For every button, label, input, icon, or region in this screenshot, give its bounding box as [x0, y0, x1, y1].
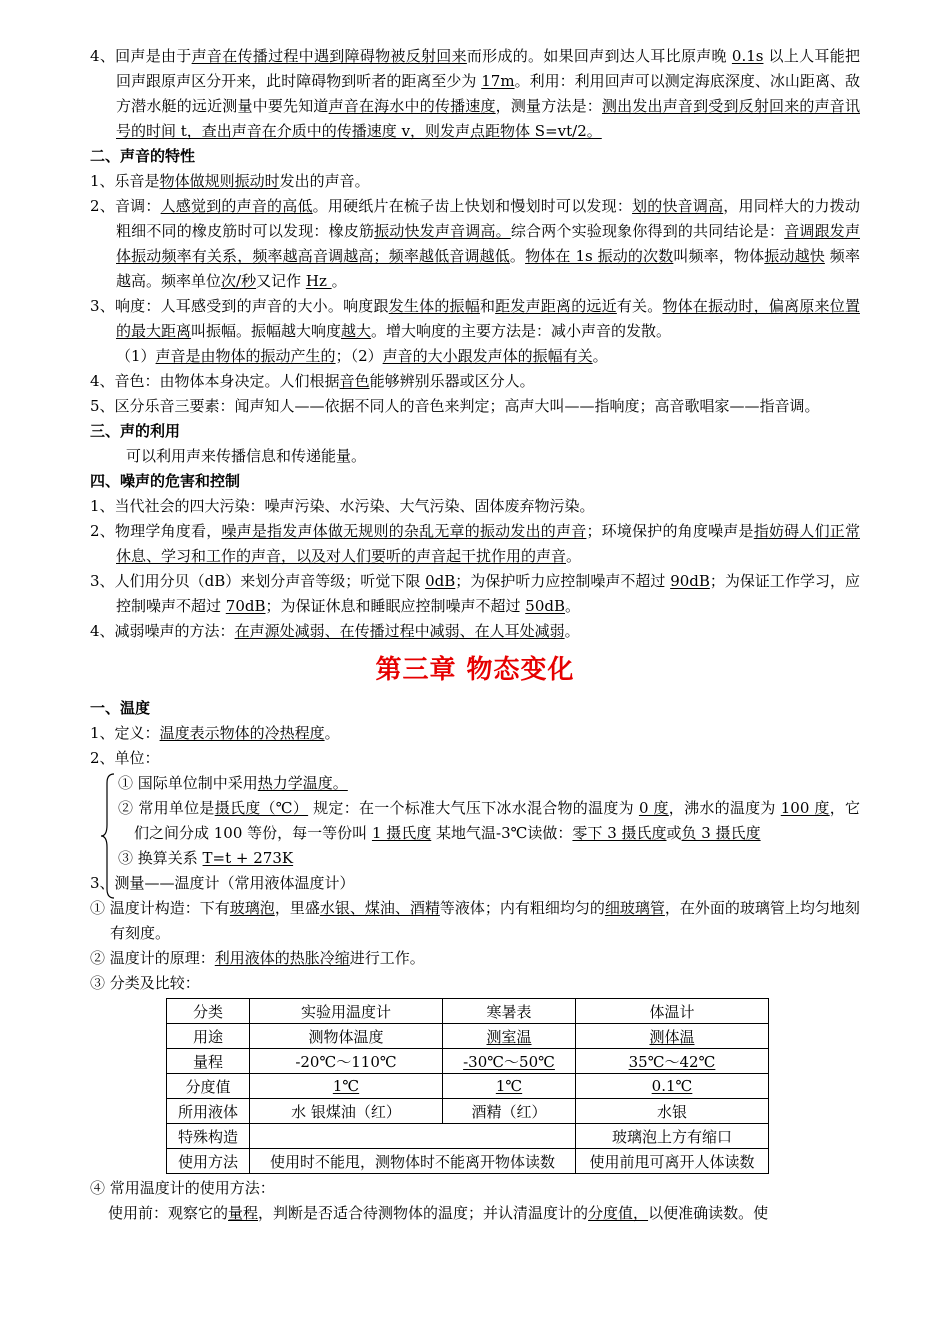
loudness-notes: （1）声音是由物体的振动产生的；（2）声音的大小跟发声体的振幅有关。 [116, 347, 608, 365]
table-cell: 分度值 [167, 1074, 250, 1099]
table-cell: 使用方法 [167, 1149, 250, 1174]
section-heading-sound-characteristics: 二、声音的特性 [90, 147, 196, 165]
table-cell: -20℃～110℃ [250, 1049, 443, 1074]
left-brace-icon [100, 773, 116, 899]
unit-celsius: ② 常用单位是摄氏度（℃） 规定：在一个标准大气压下冰水混合物的温度为 0 度，沸水的温度为 100 度，它们之间分成 100 等份，每一等份叫 1 摄氏度 某地气温-3℃读做：零下 3 摄氏度或负 3 摄氏度 [118, 799, 860, 842]
unit-list [90, 771, 860, 871]
table-cell: 用途 [167, 1024, 250, 1049]
unit-si: ① 国际单位制中采用热力学温度。 [118, 774, 348, 792]
thermometer-principle: ② 温度计的原理：利用液体的热胀冷缩进行工作。 [90, 949, 425, 967]
usage-before: 使用前：观察它的量程，判断是否适合待测物体的温度；并认清温度计的分度值，以便准确读数。使 [108, 1204, 769, 1222]
table-row [167, 1149, 769, 1174]
table-header-cell: 分类 [167, 999, 250, 1024]
pollution-item: 1、当代社会的四大污染：噪声污染、水污染、大气污染、固体废弃物污染。 [90, 497, 595, 515]
thermometer-structure: ① 温度计构造：下有玻璃泡，里盛水银、煤油、酒精等液体；内有粗细均匀的细玻璃管，在外面的玻璃管上均匀地刻有刻度。 [90, 899, 860, 942]
table-cell: 测室温 [443, 1024, 576, 1049]
table-cell: 使用前甩可离开人体读数 [576, 1149, 769, 1174]
table-header-cell: 体温计 [576, 999, 769, 1024]
table-row [167, 1049, 769, 1074]
classification-heading: ③ 分类及比较： [90, 974, 200, 992]
musical-sound-item: 1、乐音是物体做规则振动时发出的声音。 [90, 172, 370, 190]
table-cell: 特殊构造 [167, 1124, 250, 1149]
noise-reduction-item: 4、减弱噪声的方法：在声源处减弱、在传播过程中减弱、在人耳处减弱。 [90, 622, 580, 640]
document-page [90, 44, 860, 1226]
table-row [167, 1024, 769, 1049]
measurement-heading: 3、测量——温度计（常用液体温度计） [90, 874, 355, 892]
three-elements-item: 5、区分乐音三要素：闻声知人——依据不同人的音色来判定；高声大叫——指响度；高音歌唱家——指音调。 [90, 397, 820, 415]
table-cell: -30℃～50℃ [443, 1049, 576, 1074]
table-header-cell: 寒暑表 [443, 999, 576, 1024]
chapter-title: 第三章 物态变化 [375, 655, 575, 685]
section-heading-noise: 四、噪声的危害和控制 [90, 472, 241, 490]
decibel-item: 3、人们用分贝（dB）来划分声音等级；听觉下限 0dB；为保护听力应控制噪声不超过 90dB；为保证工作学习，应控制噪声不超过 70dB；为保证休息和睡眠应控制噪声不超过 50dB。 [90, 572, 860, 615]
table-cell: 1℃ [250, 1074, 443, 1099]
table-header-cell: 实验用温度计 [250, 999, 443, 1024]
thermometer-comparison-table [166, 998, 769, 1174]
table-cell: 水 银煤油（红） [250, 1099, 443, 1124]
table-cell: 酒精（红） [443, 1099, 576, 1124]
table-cell: 所用液体 [167, 1099, 250, 1124]
section-heading-temperature: 一、温度 [90, 699, 151, 717]
noise-definition-item: 2、物理学角度看，噪声是指发声体做无规则的杂乱无章的振动发出的声音；环境保护的角度噪声是指妨碍人们正常休息、学习和工作的声音，以及对人们要听的声音起干扰作用的声音。 [90, 522, 860, 565]
table-row [167, 1074, 769, 1099]
table-cell: 35℃～42℃ [576, 1049, 769, 1074]
unit-heading: 2、单位： [90, 749, 160, 767]
echo-paragraph: 4、回声是由于声音在传播过程中遇到障碍物被反射回来而形成的。如果回声到达人耳比原声晚 0.1s 以上人耳能把回声跟原声区分开来，此时障碍物到听者的距离至少为 17m。利用：利用回声可以测定海底深度、冰山距离、敌方潜水艇的远近测量中要先知道声音在海水中的传播速度，测量方法是：测出发出声音到受到反射回来的声音讯号的时间 t，查出声音在介质中的传播速度 v，则发声点距物体 S=vt/2。 [90, 47, 860, 140]
table-cell: 0.1℃ [576, 1074, 769, 1099]
pitch-item: 2、音调：人感觉到的声音的高低。用硬纸片在梳子齿上快划和慢划时可以发现：划的快音调高，用同样大的力拨动粗细不同的橡皮筋时可以发现：橡皮筋振动快发声音调高。综合两个实验现象你得到的共同结论是：音调跟发声体振动频率有关系，频率越高音调越高；频率越低音调越低。物体在 1s 振动的次数叫频率，物体振动越快 频率越高。频率单位次/秒又记作 Hz 。 [90, 197, 860, 290]
section-heading-sound-usage: 三、声的利用 [90, 422, 181, 440]
table-cell: 使用时不能甩，测物体时不能离开物体读数 [250, 1149, 576, 1174]
timbre-item: 4、音色：由物体本身决定。人们根据音色能够辨别乐器或区分人。 [90, 372, 535, 390]
loudness-item: 3、响度：人耳感受到的声音的大小。响度跟发生体的振幅和距发声距离的远近有关。物体在振动时，偏离原来位置的最大距离叫振幅。振幅越大响度越大。增大响度的主要方法是：减小声音的发散。 [90, 297, 860, 340]
table-cell [250, 1124, 576, 1149]
sound-usage-text: 可以利用声来传播信息和传递能量。 [126, 447, 367, 465]
table-row [167, 1099, 769, 1124]
table-cell: 测体温 [576, 1024, 769, 1049]
table-cell: 1℃ [443, 1074, 576, 1099]
table-cell: 玻璃泡上方有缩口 [576, 1124, 769, 1149]
table-cell: 水银 [576, 1099, 769, 1124]
table-cell: 测物体温度 [250, 1024, 443, 1049]
temperature-definition: 1、定义：温度表示物体的冷热程度。 [90, 724, 340, 742]
usage-heading: ④ 常用温度计的使用方法： [90, 1179, 275, 1197]
unit-conversion: ③ 换算关系 T=t + 273K [118, 849, 294, 867]
table-row [167, 999, 769, 1024]
table-row [167, 1124, 769, 1149]
table-cell: 量程 [167, 1049, 250, 1074]
